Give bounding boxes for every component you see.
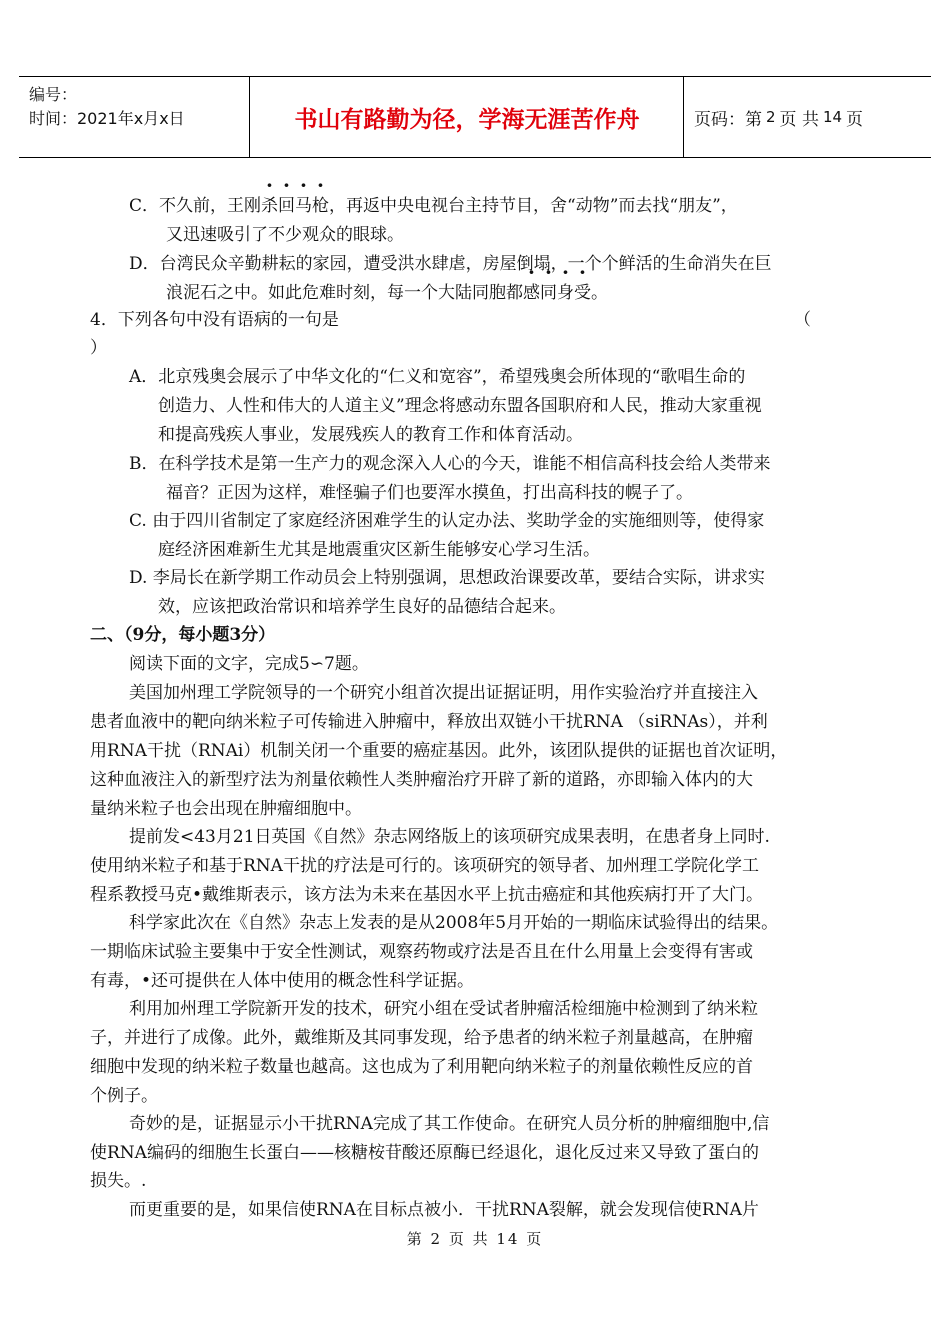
passage-line: 用RNA干扰（RNAi）机制关闭一个重要的癌症基因。此外，该团队提供的证据也首次证明， — [90, 741, 788, 761]
q3-option-d-line1: D．台湾民众辛勤耕耘的家园，遭受洪水肆虐，房屋倒塌，一个个鲜活的生命消失在巨 — [129, 254, 772, 274]
q4-option-d-line1: D. 李局长在新学期工作动员会上特别强调，思想政治课要改革，要结合实际，讲求实 — [129, 568, 765, 588]
page-number: 2 — [766, 108, 776, 126]
q4-option-a-line3: 和提高残疾人事业，发展残疾人的教育工作和体育活动。 — [158, 425, 583, 445]
passage-line: 科学家此次在《自然》杂志上发表的是从2008年5月开始的一期临床试验得出的结果。 — [129, 913, 779, 933]
passage-line: 使RNA编码的细胞生长蛋白——核糖桉苷酸还原酶已经退化，退化反过来又导致了蛋白的 — [90, 1143, 759, 1163]
time-label: 时间：2021年x月x日 — [29, 109, 185, 128]
passage-line: 损失。. — [90, 1171, 147, 1191]
passage-line: 细胞中发现的纳米粒子数量也越高。这也成为了利用靶向纳米粒子的剂量依赖性反应的首 — [90, 1057, 753, 1077]
page-header — [19, 76, 931, 158]
q4-option-c-line2: 庭经济困难新生尤其是地震重灾区新生能够安心学习生活。 — [158, 540, 600, 560]
passage-line: 量纳米粒子也会出现在肿瘤细胞中。 — [90, 799, 362, 819]
q3-option-c-line2: 又迅速吸引了不少观众的眼球。 — [166, 225, 404, 245]
page-mid: 页 共 — [779, 109, 819, 130]
page-prefix: 页码：第 — [694, 109, 762, 130]
q3-option-c-line1: C．不久前，王刚杀回马枪，再返中央电视台主持节目，舍“动物”而去找“朋友”， — [129, 196, 738, 216]
q4-answer-paren-open: （ — [794, 310, 811, 330]
q4-option-b-line2: 福音？正因为这样，难怪骗子们也要浑水摸鱼，打出高科技的幌子了。 — [166, 483, 693, 503]
header-divider — [249, 77, 250, 157]
q4-option-b-line1: B．在科学技术是第一生产力的观念深入人心的今天，谁能不相信高科技会给人类带来 — [129, 454, 771, 474]
passage-line: 奇妙的是，证据显示小干扰RNA完成了其工作使命。在研究人员分析的肿瘤细胞中,信 — [129, 1114, 770, 1134]
passage-line: 提前发<43月21日英国《自然》杂志网络版上的该项研究成果表明，在患者身上同时. — [129, 827, 770, 847]
passage-line: 有毒，•还可提供在人体中使用的概念性科学证据。 — [90, 971, 475, 991]
q4-option-a-line1: A．北京残奥会展示了中华文化的“仁义和宽容”，希望残奥会所体现的“歌唱生命的 — [129, 367, 746, 387]
passage-line: 美国加州理工学院领导的一个研究小组首次提出证据证明，用作实验治疗并直接注入 — [129, 683, 758, 703]
passage-line: 一期临床试验主要集中于安全性测试，观察药物或疗法是否且在什么用量上会变得有害或 — [90, 942, 753, 962]
q4-stem: 4．下列各句中没有语病的一句是 — [90, 310, 339, 330]
passage-line: 程系教授马克•戴维斯表示，该方法为未来在基因水平上抗击癌症和其他疾病打开了大门。 — [90, 885, 764, 905]
reading-instruction: 阅读下面的文字，完成5∽7题。 — [129, 654, 369, 674]
header-motto: 书山有路勤为径，学海无涯苦作舟 — [294, 106, 640, 133]
q4-option-d-line2: 效，应该把政治常识和培养学生良好的品德结合起来。 — [158, 597, 566, 617]
passage-line: 个例子。 — [90, 1086, 158, 1106]
page-footer: 第 2 页 共 14 页 — [406, 1230, 544, 1248]
header-page-info — [694, 77, 863, 157]
q4-option-a-line2: 创造力、人性和伟大的人道主义”理念将感动东盟各国职府和人民，推动大家重视 — [158, 396, 762, 416]
number-label: 编号： — [29, 85, 78, 104]
q4-answer-paren-close: ） — [90, 338, 107, 358]
passage-line: 利用加州理工学院新开发的技术，研究小组在受试者肿瘤活检细施中检测到了纳米粒 — [129, 999, 758, 1019]
passage-line: 患者血液中的靶向纳米粒子可传输进入肿瘤中，释放出双链小干扰RNA （siRNAs），并利 — [90, 712, 768, 732]
q3-option-d-line2: 浪泥石之中。如此危难时刻，每一个大陆同胞都感同身受。 — [166, 283, 608, 303]
header-meta — [29, 83, 185, 131]
passage-line: 而更重要的是，如果信使RNA在目标点被小．干扰RNA裂解，就会发现信使RNA片 — [129, 1200, 759, 1220]
passage-line: 子，并进行了成像。此外，戴维斯及其同事发现，给予患者的纳米粒子剂量越高，在肿瘤 — [90, 1028, 753, 1048]
header-divider — [683, 77, 684, 157]
page-total: 14 — [822, 108, 843, 126]
passage-line: 使用纳米粒子和基于RNA干扰的疗法是可行的。该项研究的领导者、加州理工学院化学工 — [90, 856, 759, 876]
q4-option-c-line1: C. 由于四川省制定了家庭经济困难学生的认定办法、奖助学金的实施细则等，使得家 — [129, 511, 765, 531]
passage-line: 这种血液注入的新型疗法为剂量依赖性人类肿瘤治疗开辟了新的道路，亦即输入体内的大 — [90, 770, 753, 790]
section-heading: 二、（9分，每小题3分） — [90, 625, 276, 645]
page-suffix: 页 — [846, 109, 864, 130]
